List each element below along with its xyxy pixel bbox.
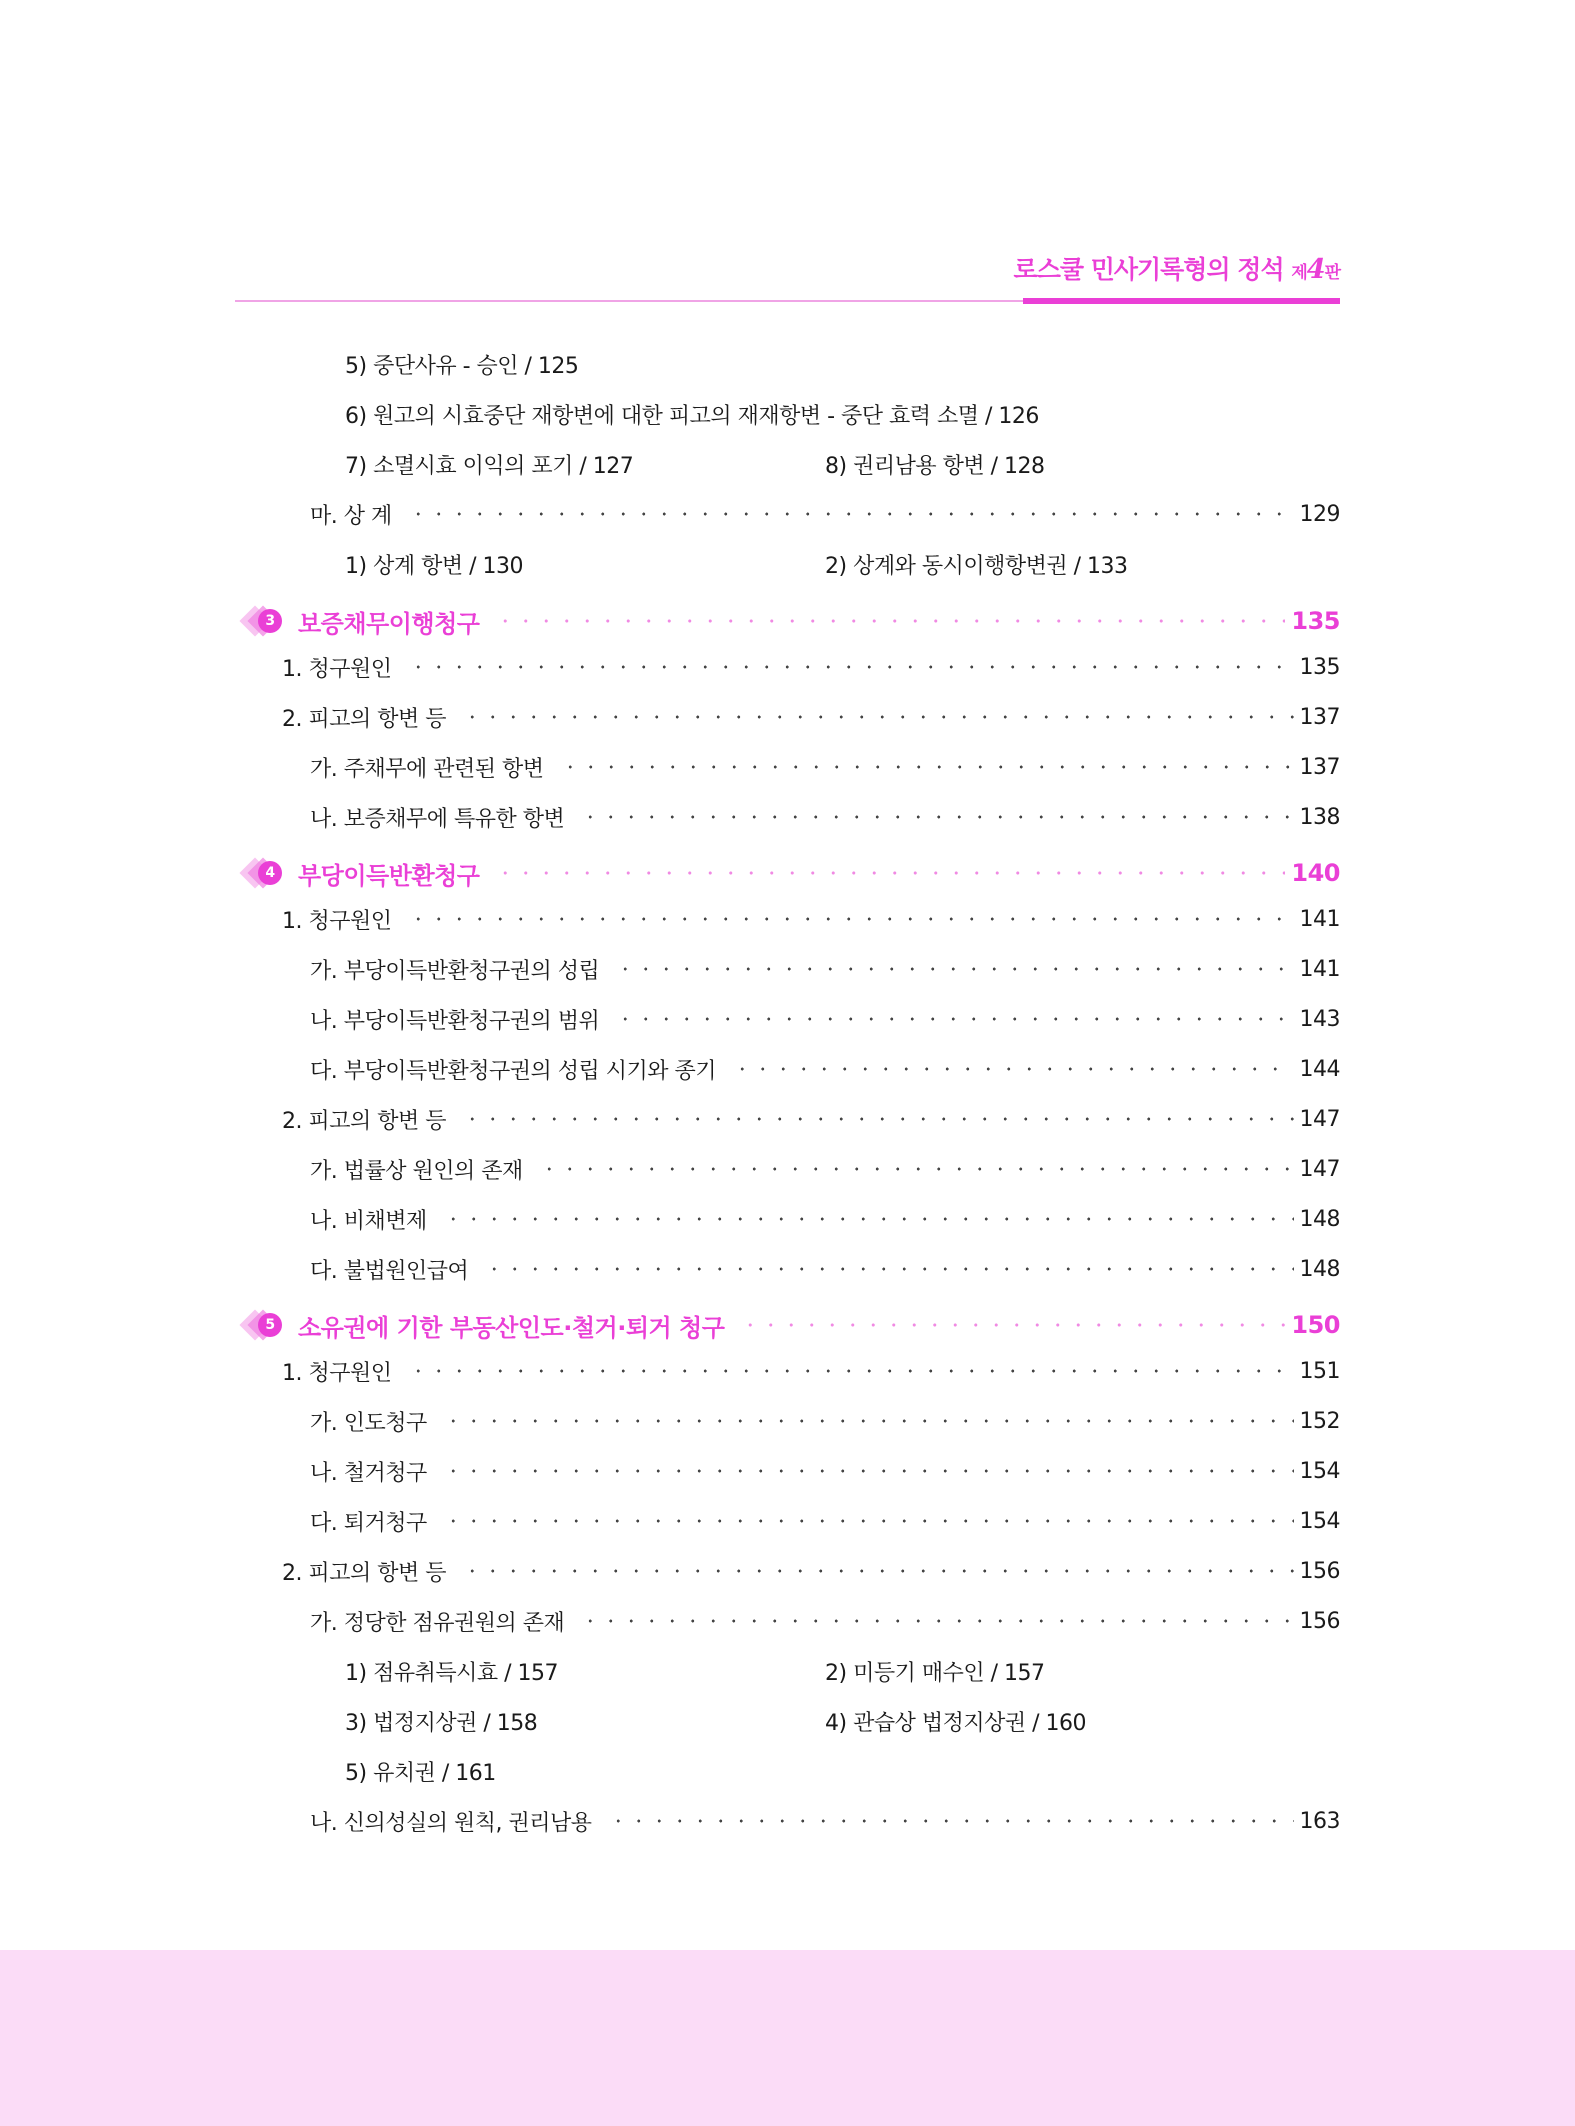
section-number: 5 (258, 1313, 282, 1337)
toc-entry[interactable] (310, 1049, 1340, 1089)
toc-entry-label: 마. 상 계 (310, 503, 392, 529)
toc-section-label: 보증채무이행청구 (298, 609, 480, 638)
toc-entry[interactable] (310, 797, 1340, 837)
toc-section-page: 140 (1291, 859, 1340, 887)
toc-entry-page: 135 (1299, 654, 1340, 680)
toc-subentry: 7) 소멸시효 이익의 포기 / 127 (345, 453, 634, 479)
toc-entry[interactable] (310, 1601, 1340, 1641)
toc-entry-page: 156 (1299, 1608, 1340, 1634)
dot-leader (462, 715, 1294, 719)
toc-entry-page: 147 (1299, 1156, 1340, 1182)
edition-prefix: 제 (1291, 263, 1307, 283)
dot-leader (615, 1017, 1293, 1021)
toc-subentry: 5) 유치권 / 161 (345, 1760, 496, 1786)
dot-leader (462, 1569, 1294, 1573)
toc-entry[interactable] (310, 949, 1340, 989)
toc-entry[interactable] (310, 1199, 1340, 1239)
toc-entry-page: 144 (1299, 1056, 1340, 1082)
toc-entry[interactable] (310, 1249, 1340, 1289)
section-number: 3 (258, 609, 282, 633)
toc-entry[interactable] (282, 647, 1340, 687)
toc-section-page: 135 (1291, 607, 1340, 635)
toc-subentry: 3) 법정지상권 / 158 (345, 1710, 538, 1736)
toc-entry-label: 가. 법률상 원인의 존재 (310, 1158, 523, 1184)
toc-entry-page: 147 (1299, 1106, 1340, 1132)
toc-entry-label: 가. 인도청구 (310, 1410, 427, 1436)
dot-leader (560, 765, 1294, 769)
toc-entry[interactable] (282, 899, 1340, 939)
dot-leader (484, 1267, 1293, 1271)
toc-entry-page: 138 (1299, 804, 1340, 830)
toc-entry-label: 2. 피고의 항변 등 (282, 706, 446, 732)
toc-entry-page: 154 (1299, 1458, 1340, 1484)
dot-leader (615, 967, 1293, 971)
dot-leader (539, 1167, 1294, 1171)
section-number-badge (242, 1307, 292, 1343)
toc-entry-label: 나. 비채변제 (310, 1208, 427, 1234)
dot-leader (462, 1117, 1294, 1121)
toc-entry-label: 가. 부당이득반환청구권의 성립 (310, 958, 600, 984)
toc-entry-label: 2. 피고의 항변 등 (282, 1108, 446, 1134)
toc-entry-ma[interactable] (310, 494, 1340, 534)
dot-leader (580, 1619, 1293, 1623)
toc-section-label: 부당이득반환청구 (298, 861, 480, 890)
toc-section-3[interactable] (242, 601, 1340, 641)
toc-entry-label: 2. 피고의 항변 등 (282, 1560, 446, 1586)
toc-entry[interactable] (310, 999, 1340, 1039)
toc-entry-page: 156 (1299, 1558, 1340, 1584)
dot-leader (608, 1819, 1294, 1823)
toc-subentry: 6) 원고의 시효중단 재항변에 대한 피고의 재재항변 - 중단 효력 소멸 / 126 (345, 403, 1039, 429)
dot-leader (495, 871, 1285, 875)
toc-entry-page: 137 (1299, 754, 1340, 780)
dot-leader (408, 1369, 1294, 1373)
toc-subentry: 2) 미등기 매수인 / 157 (825, 1660, 1045, 1686)
dot-leader (580, 815, 1293, 819)
toc-entry[interactable] (310, 1451, 1340, 1491)
section-number-badge (242, 603, 292, 639)
toc-entry-page: 129 (1299, 501, 1340, 527)
toc-entry-label: 나. 철거청구 (310, 1460, 427, 1486)
section-number: 4 (258, 861, 282, 885)
dot-leader (443, 1469, 1294, 1473)
toc-subentry: 8) 권리남용 항변 / 128 (825, 453, 1045, 479)
toc-entry-page: 141 (1299, 956, 1340, 982)
dot-leader (443, 1519, 1294, 1523)
toc-entry-label: 1. 청구원인 (282, 908, 392, 934)
toc-entry-page: 163 (1299, 1808, 1340, 1834)
toc-entry-label: 다. 부당이득반환청구권의 성립 시기와 종기 (310, 1058, 717, 1084)
dot-leader (740, 1323, 1285, 1327)
dot-leader (443, 1419, 1294, 1423)
toc-subentry: 2) 상계와 동시이행항변권 / 133 (825, 553, 1128, 579)
dot-leader (732, 1067, 1293, 1071)
toc-subentry: 1) 점유취득시효 / 157 (345, 1660, 558, 1686)
toc-entry-label: 가. 주채무에 관련된 항변 (310, 756, 544, 782)
toc-section-5[interactable] (242, 1305, 1340, 1345)
toc-entry[interactable] (310, 1501, 1340, 1541)
toc-entry[interactable] (282, 1551, 1340, 1591)
dot-leader (443, 1217, 1294, 1221)
dot-leader (408, 512, 1294, 516)
toc-subentry: 4) 관습상 법정지상권 / 160 (825, 1710, 1086, 1736)
toc-entry-label: 1. 청구원인 (282, 1360, 392, 1386)
toc-entry-label: 다. 퇴거청구 (310, 1510, 427, 1536)
toc-section-label: 소유권에 기한 부동산인도·철거·퇴거 청구 (298, 1313, 725, 1342)
toc-entry[interactable] (282, 697, 1340, 737)
dot-leader (408, 665, 1294, 669)
toc-entry-page: 137 (1299, 704, 1340, 730)
toc-entry-page: 152 (1299, 1408, 1340, 1434)
toc-entry-label: 나. 보증채무에 특유한 항변 (310, 806, 565, 832)
toc-entry-label: 나. 신의성실의 원칙, 권리남용 (310, 1810, 592, 1836)
toc-entry-label: 가. 정당한 점유권원의 존재 (310, 1610, 565, 1636)
toc-entry[interactable] (310, 1801, 1340, 1841)
toc-entry[interactable] (282, 1351, 1340, 1391)
toc-entry-label: 다. 불법원인급여 (310, 1258, 469, 1284)
section-number-badge (242, 855, 292, 891)
toc-subentry: 5) 중단사유 - 승인 / 125 (345, 353, 579, 379)
edition-number: 4 (1306, 254, 1325, 285)
toc-entry-page: 143 (1299, 1006, 1340, 1032)
toc-entry-label: 1. 청구원인 (282, 656, 392, 682)
toc-entry[interactable] (310, 1149, 1340, 1189)
book-title-text: 로스쿨 민사기록형의 정석 (1013, 255, 1284, 284)
edition-suffix: 판 (1324, 263, 1340, 283)
toc-entry-page: 148 (1299, 1206, 1340, 1232)
toc-entry-page: 141 (1299, 906, 1340, 932)
toc-entry-page: 148 (1299, 1256, 1340, 1282)
toc-section-page: 150 (1291, 1311, 1340, 1339)
toc-entry[interactable] (310, 1401, 1340, 1441)
toc-entry-page: 154 (1299, 1508, 1340, 1534)
toc-entry-label: 나. 부당이득반환청구권의 범위 (310, 1008, 600, 1034)
toc-entry[interactable] (310, 747, 1340, 787)
dot-leader (495, 619, 1285, 623)
toc-subentry: 1) 상계 항변 / 130 (345, 553, 523, 579)
dot-leader (408, 917, 1294, 921)
toc-entry-page: 151 (1299, 1358, 1340, 1384)
toc-entry[interactable] (282, 1099, 1340, 1139)
toc-section-4[interactable] (242, 853, 1340, 893)
